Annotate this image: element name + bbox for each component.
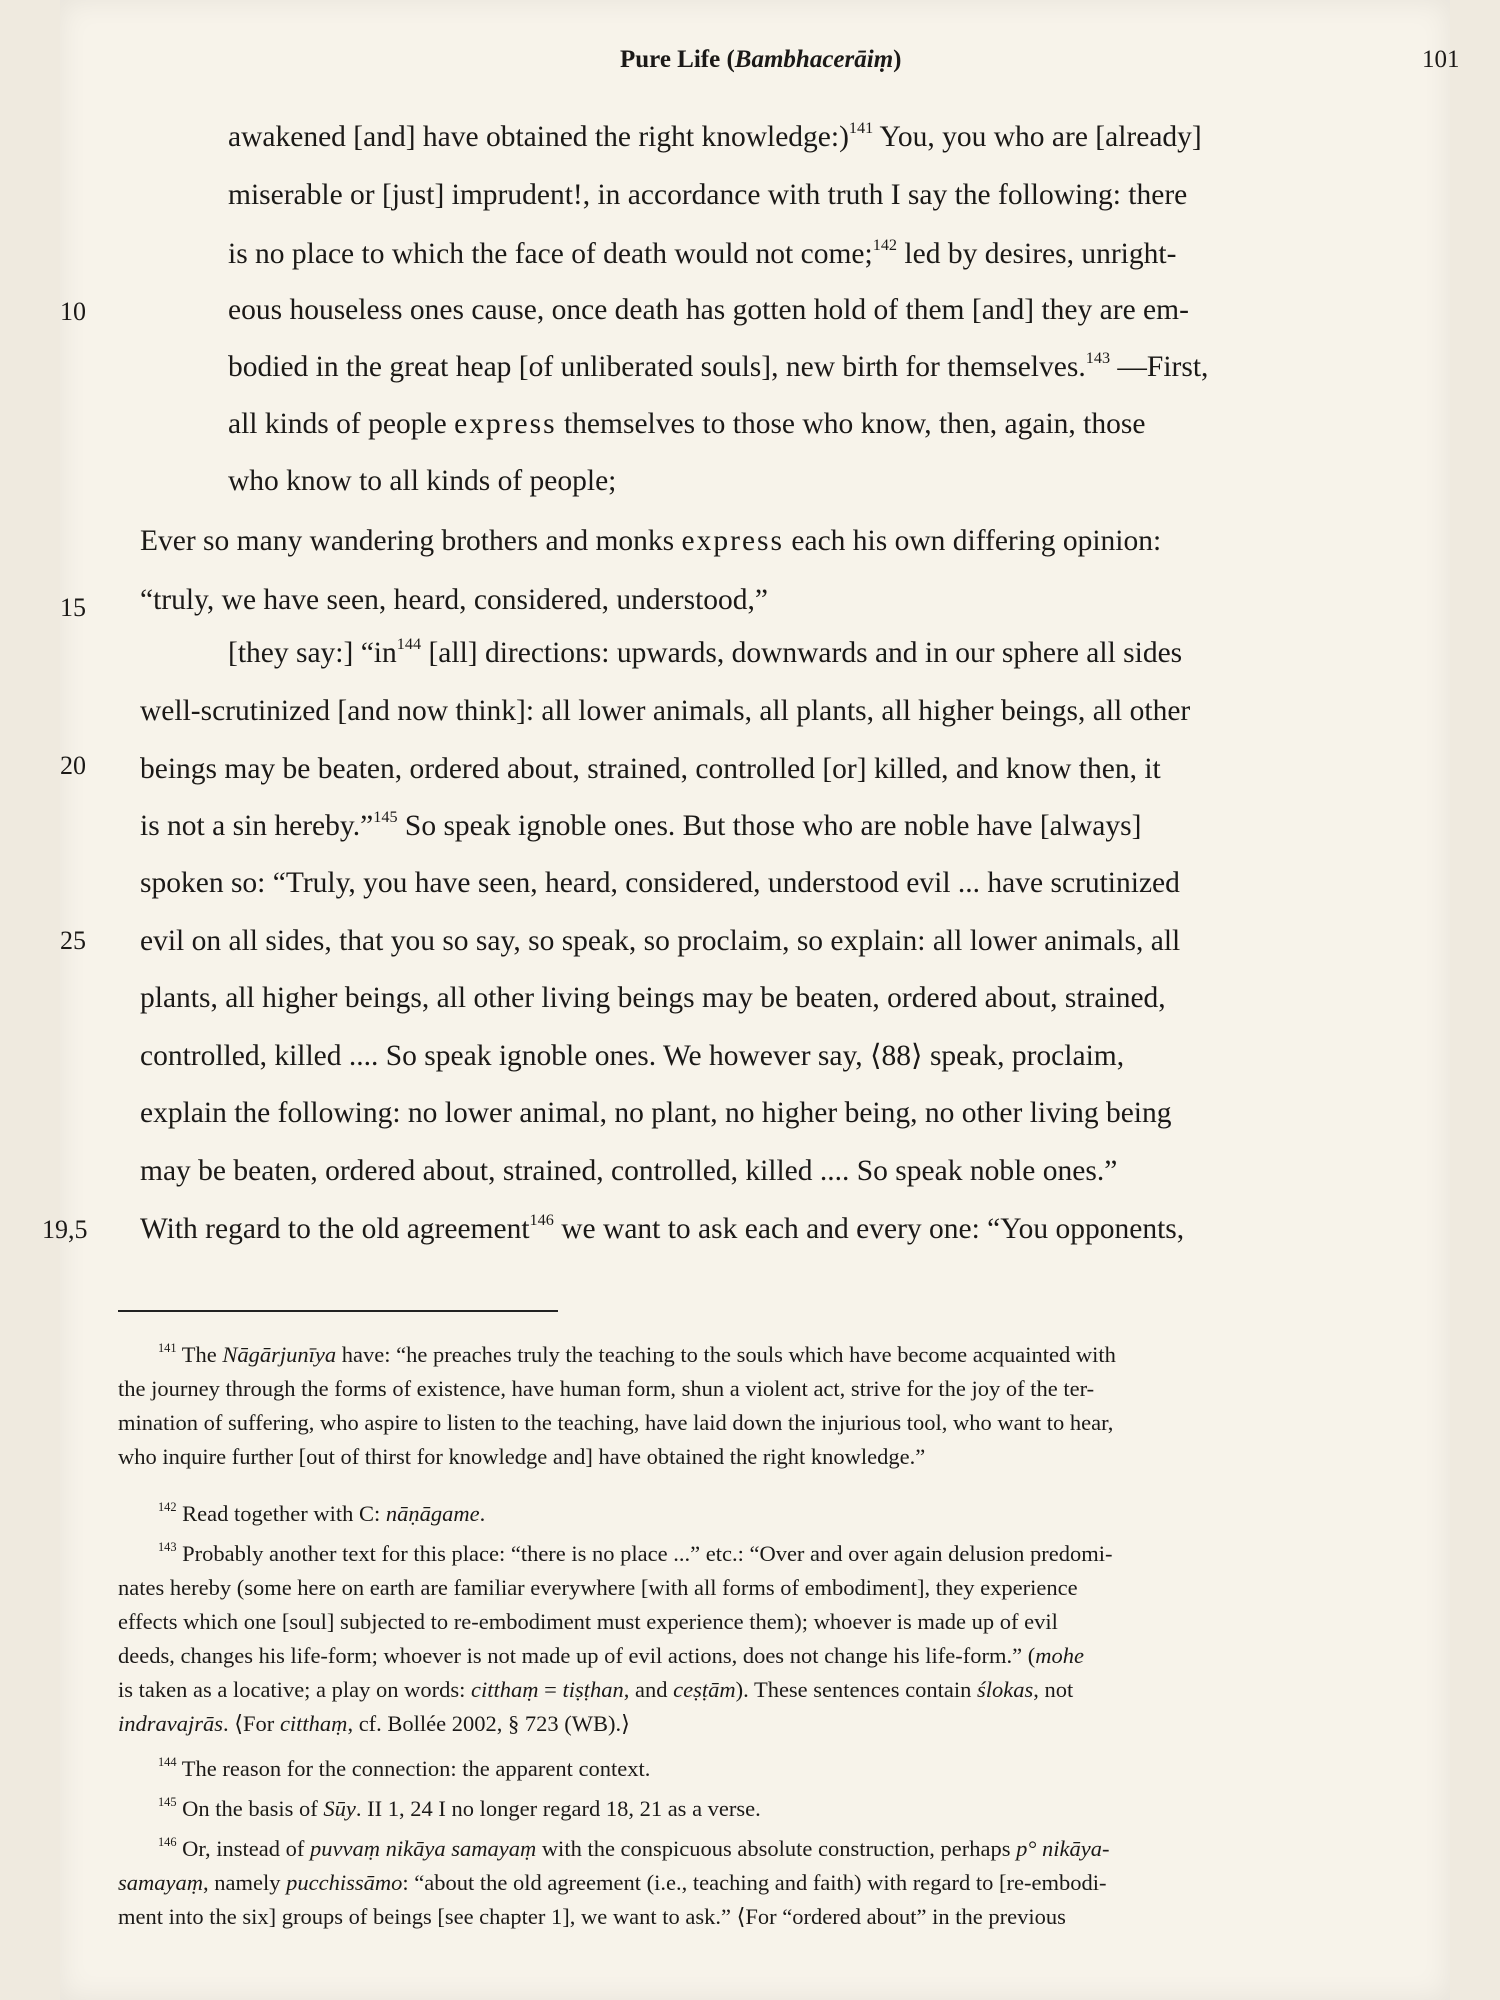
line-number: 20	[60, 751, 86, 780]
text-line: beings may be beaten, ordered about, strained, controlled [or] killed, and know then, it	[140, 753, 1161, 785]
text-line: eous houseless ones cause, once death has gotten hold of them [and] they are em-	[228, 294, 1189, 326]
line-number: 19,5	[42, 1215, 88, 1244]
text-line: is not a sin hereby.”$^{145}$ So speak ignoble ones. But those who are noble have [always]	[140, 808, 1142, 842]
footnote-144: $^{144}$ The reason for the connection: the apparent context.	[158, 1755, 651, 1781]
book-page	[42, 0, 1460, 2000]
text-line: who know to all kinds of people;	[228, 465, 617, 497]
line-number: 15	[60, 593, 86, 622]
text-line: controlled, killed .... So speak ignoble ones. We however say, ⟨88⟩ speak, proclaim,	[140, 1040, 1125, 1072]
text-line: all kinds of people express themselves to those who know, then, again, those	[228, 408, 1146, 440]
text-line: miserable or [just] imprudent!, in accordance with truth I say the following: there	[228, 179, 1188, 211]
text-line: bodied in the great heap [of unliberated souls], new birth for themselves.$^{143}$ —First,	[228, 349, 1209, 383]
text-line: With regard to the old agreement$^{146}$ we want to ask each and every one: “You opponents,	[140, 1211, 1185, 1245]
footnote-divider	[118, 1310, 558, 1312]
text-line: spoken so: “Truly, you have seen, heard, considered, understood evil ... have scrutinized	[140, 867, 1180, 899]
footnote-141: $^{141}$ The Nāgārjunīya have: “he preaches truly the teaching to the souls which have become acquainted with the journey through the forms of existence, have human form, shun a violent act, strive for the joy of the ter- mination of suffering, who aspire to listen to the teaching, have laid down the injurious tool, who want to hear, who inquire further [out of thirst for knowledge and] have obtained the right knowledge.”	[118, 1341, 1116, 1469]
page-number: 101	[1422, 46, 1460, 73]
line-number: 25	[60, 926, 86, 955]
running-header: Pure Life (Bambhacerāiṃ)	[620, 46, 902, 73]
footnote-146: $^{146}$ Or, instead of puvvaṃ nikāya samayaṃ with the conspicuous absolute construction, perhaps p° nikāya- samayaṃ, namely pucchissāmo: “about the old agreement (i.e., teaching and faith) with regard to [re-embodi- ment into the six] groups of beings [see chapter 1], we want to ask.” ⟨For “ordered about” in the previous	[118, 1835, 1110, 1929]
footnote-145: $^{145}$ On the basis of Sūy. II 1, 24 I no longer regard 18, 21 as a verse.	[158, 1795, 761, 1821]
line-number: 10	[60, 297, 86, 326]
text-line: explain the following: no lower animal, no plant, no higher being, no other living being	[140, 1097, 1172, 1129]
text-line: Ever so many wandering brothers and monks express each his own differing opinion:	[140, 525, 1162, 557]
text-line: evil on all sides, that you so say, so speak, so proclaim, so explain: all lower animals, all	[140, 925, 1181, 957]
text-line: is no place to which the face of death would not come;$^{142}$ led by desires, unright-	[228, 236, 1177, 270]
text-line: “truly, we have seen, heard, considered, understood,”	[140, 584, 768, 616]
text-line: well-scrutinized [and now think]: all lower animals, all plants, all higher beings, all other	[140, 695, 1191, 727]
text-line: plants, all higher beings, all other living beings may be beaten, ordered about, strained,	[140, 982, 1166, 1014]
footnote-143: $^{143}$ Probably another text for this place: “there is no place ...” etc.: “Over and over again delusion predomi- nates hereby (some here on earth are familiar everywhere [with all forms of embodiment], they experience effects which one [soul] subjected to re-embodiment must experience them); whoever is made up of evil deeds, changes his life-form; whoever is not made up of evil actions, does not change his life-form.” (mohe is taken as a locative; a play on words: citthaṃ = tiṣṭhan, and ceṣṭām). These sentences contain ślokas, not indravajrās. ⟨For citthaṃ, cf. Bollée 2002, § 723 (WB).⟩	[118, 1540, 1113, 1736]
text-line: awakened [and] have obtained the right knowledge:)$^{141}$ You, you who are [already]	[228, 119, 1202, 153]
text-line: [they say:] “$in^{144}$ [all] directions: upwards, downwards and in our sphere all sides	[228, 635, 1183, 669]
footnote-142: $^{142}$ Read together with C: nāṇāgame.	[158, 1500, 486, 1526]
text-line: may be beaten, ordered about, strained, controlled, killed .... So speak noble ones.”	[140, 1155, 1118, 1187]
